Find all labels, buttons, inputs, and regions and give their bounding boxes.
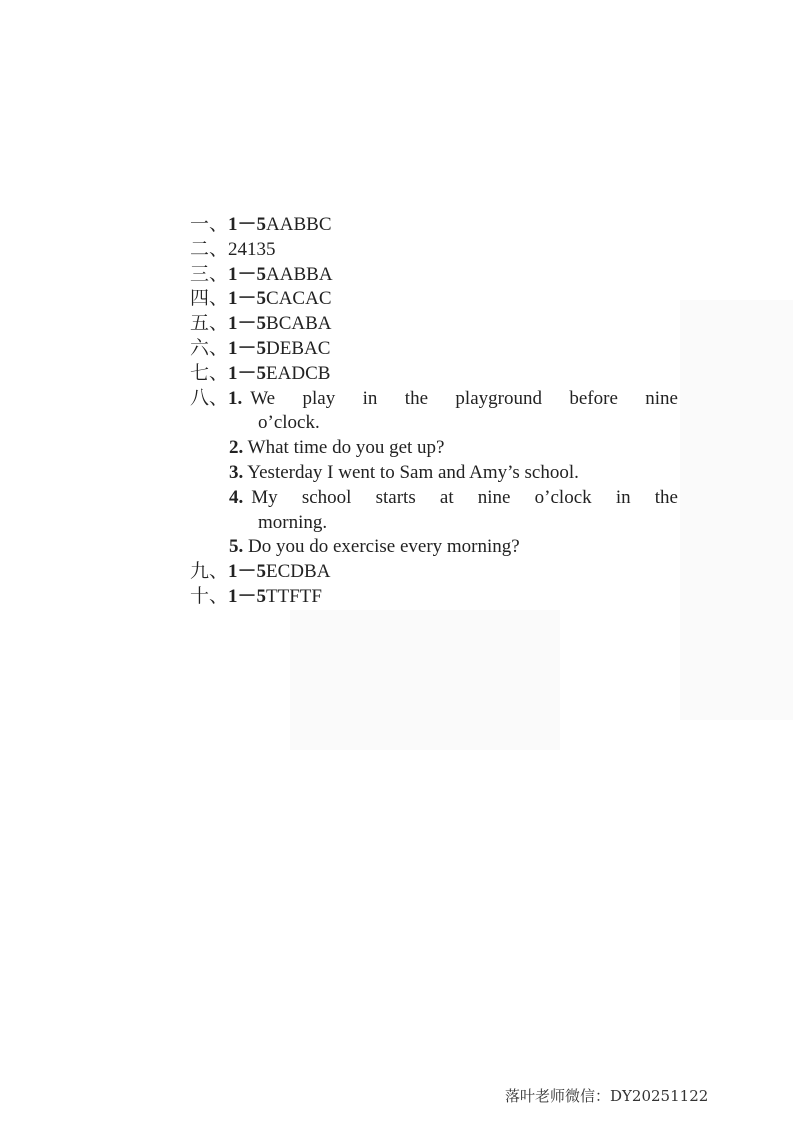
sentence-continued: morning.: [258, 511, 328, 533]
range: 1－5: [228, 362, 267, 384]
answer-line-6: [190, 337, 678, 362]
section-label: 五、: [190, 313, 229, 335]
answer-line-7: [190, 362, 678, 387]
section-label: 二、: [190, 238, 229, 260]
answer-line-5: [190, 312, 678, 337]
footer-contact: 落叶老师微信：DY20251122: [505, 1087, 709, 1105]
range: 1－5: [228, 561, 267, 583]
section-8-item-2: [190, 436, 678, 461]
answer: EADCB: [266, 362, 331, 384]
sentence: We play in the playground before nine: [250, 387, 678, 409]
answer-key: [190, 213, 678, 610]
section-label: 三、: [190, 263, 229, 285]
section-8-item-4: [190, 486, 678, 511]
answer: AABBC: [266, 214, 332, 235]
range: 1－5: [228, 313, 267, 335]
section-8-item-5: [190, 535, 678, 560]
answer-line-9: [190, 560, 678, 585]
section-label: 六、: [190, 337, 229, 359]
section-label: 九、: [190, 561, 229, 583]
range: 1－5: [228, 214, 267, 235]
range: 1－5: [228, 263, 267, 285]
range: 1－5: [228, 585, 267, 607]
range: 1－5: [228, 288, 267, 310]
section-8-item-3: [190, 461, 678, 486]
answer-line-4: [190, 287, 678, 312]
sentence-continued: o’clock.: [258, 412, 320, 434]
answer-line-3: [190, 263, 678, 288]
item-number: 1.: [228, 387, 243, 409]
item-number: 4.: [229, 486, 244, 508]
sentence: What time do you get up?: [247, 437, 445, 459]
answer: AABBA: [266, 263, 333, 285]
section-8-item-1: [190, 387, 678, 412]
range: 1－5: [228, 337, 267, 359]
item-number: 2.: [229, 437, 244, 459]
answer: 24135: [228, 238, 276, 260]
answer: BCABA: [266, 313, 332, 335]
answer-line-2: [190, 238, 678, 263]
section-label: 十、: [190, 585, 229, 607]
item-number: 5.: [229, 536, 244, 558]
answer-line-10: [190, 585, 678, 610]
sentence: Do you do exercise every morning?: [248, 536, 520, 558]
sentence: Yesterday I went to Sam and Amy’s school.: [247, 461, 579, 483]
section-label: 四、: [190, 288, 229, 310]
answer-line-1: [190, 213, 678, 238]
answer: TTFTF: [266, 585, 322, 607]
answer: CACAC: [266, 288, 332, 310]
item-number: 3.: [229, 461, 244, 483]
section-label: 八、: [190, 387, 229, 409]
sentence: My school starts at nine o’clock in the: [251, 486, 678, 508]
answer: ECDBA: [266, 561, 331, 583]
answer: DEBAC: [266, 337, 331, 359]
section-label: 七、: [190, 362, 229, 384]
section-label: 一、: [190, 214, 229, 235]
